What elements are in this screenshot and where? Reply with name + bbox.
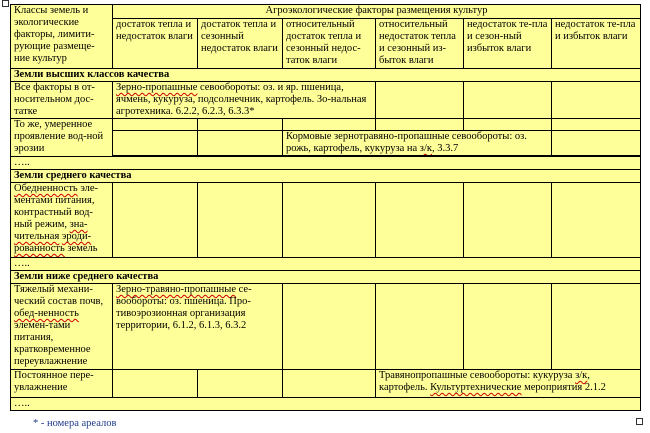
agro-factors-table xyxy=(10,4,641,411)
empty-cell xyxy=(552,131,641,156)
column-header-6: недостаток те-пла и избыток влаги xyxy=(552,19,641,69)
resize-handle-top-left[interactable] xyxy=(2,0,9,7)
label-text: Тяжелый механи-ческий состав почв, xyxy=(14,284,104,307)
label-text: элемен-тами питания, кратковременное переувлажнение xyxy=(14,320,91,367)
rotation-text: се-вообороты: оз. пшеница. Про-тивоэрозионная организация территории, 6.1.2, 6.1.3, 6.3.2 xyxy=(116,284,252,331)
section-title-low: Земли ниже среднего качества xyxy=(11,271,641,284)
rotation-text: , 3.3.7 xyxy=(431,143,459,154)
rotation-cell-low-grass xyxy=(376,370,641,398)
rotation-text: севообороты: оз. и яр. пшеница, ячмень, кукуруза, подсолнечник, картофель. Зо-нальная агротехника. 6.2.2, 6.2.3, 6.3.3* xyxy=(116,82,367,117)
empty-cell xyxy=(198,370,283,398)
header-corner-cell: Классы земель и экологические факторы, лимити-рующие размеще-ние культур xyxy=(11,5,113,69)
row-label-middle xyxy=(11,183,113,258)
empty-cell xyxy=(113,183,198,258)
rotation-text: мероприятия 2.1.2 xyxy=(521,382,606,393)
rotation-text: Травянопропашные севообороты: кукуруза xyxy=(379,370,576,381)
empty-cell xyxy=(376,183,464,258)
empty-cell xyxy=(283,183,376,258)
empty-cell xyxy=(198,119,283,131)
rotation-text: Кормовые зернотравяно-пропашные севообороты: оз. рожь, картофель, кукуруза на xyxy=(286,131,527,154)
empty-cell xyxy=(552,82,641,119)
rotation-cell-high-forage xyxy=(283,131,552,156)
section-title-middle: Земли среднего качества xyxy=(11,170,641,183)
empty-cell xyxy=(113,131,198,156)
empty-cell xyxy=(464,82,552,119)
spellcheck-word: з/к xyxy=(419,143,432,154)
spellcheck-word: Обедненность xyxy=(14,183,78,194)
empty-cell xyxy=(113,119,198,131)
spellcheck-word: Зерно-травяно-пропашные xyxy=(116,284,236,295)
row-label-high-all-factors: Все факторы в от-носительном дос-татке xyxy=(11,82,113,119)
empty-cell xyxy=(376,284,464,370)
column-header-2: достаток тепла и сезонный недостаток влаги xyxy=(198,19,283,69)
spellcheck-word: эроди-рованность xyxy=(14,231,92,254)
column-header-1: достаток тепла и недостаток влаги xyxy=(113,19,198,69)
empty-cell xyxy=(376,119,464,131)
empty-cell xyxy=(552,119,641,131)
empty-cell xyxy=(552,183,641,258)
ellipsis-row-middle: ….. xyxy=(11,258,641,271)
rotation-cell-high-grain xyxy=(113,82,376,119)
empty-cell xyxy=(283,370,376,398)
empty-cell xyxy=(552,284,641,370)
row-label-low-waterlogging: Постоянное пере-увлажнение xyxy=(11,370,113,398)
empty-cell xyxy=(464,284,552,370)
spellcheck-word: з/к xyxy=(575,370,588,381)
column-header-4: относительный недостаток тепла и сезонный из-быток влаги xyxy=(376,19,464,69)
empty-cell xyxy=(113,370,198,398)
spellcheck-word: Культуртехнические xyxy=(430,382,522,393)
label-text: эле-ментами питания, контрастный вод-ный режим, xyxy=(14,183,99,230)
ellipsis-row-high: ….. xyxy=(11,157,641,170)
label-text: земель xyxy=(64,243,98,254)
spellcheck-word: обед-ненность xyxy=(14,308,79,319)
empty-cell xyxy=(283,284,376,370)
spellcheck-word: Зерно-пропашные xyxy=(116,82,198,93)
column-header-3: относительный достаток тепла и сезонный недос-таток влаги xyxy=(283,19,376,69)
empty-cell xyxy=(464,119,552,131)
resize-handle-bottom-right[interactable] xyxy=(636,418,643,425)
rotation-text: , картофель. xyxy=(379,370,590,393)
column-header-5: недостаток те-пла и сезон-ный избыток влаги xyxy=(464,19,552,69)
section-title-high: Земли высших классов качества xyxy=(11,69,641,82)
ellipsis-row-low: ….. xyxy=(11,398,641,411)
empty-cell xyxy=(376,82,464,119)
row-label-low-heavy-soil xyxy=(11,284,113,370)
empty-cell xyxy=(283,119,376,131)
spellcheck-word: зна-чительная xyxy=(14,219,88,242)
header-factors-title: Агроэкологические факторы размещения культур xyxy=(113,5,641,19)
empty-cell xyxy=(198,131,283,156)
row-label-high-erosion: То же, умеренное проявление вод-ной эрозии xyxy=(11,119,113,157)
empty-cell xyxy=(464,183,552,258)
rotation-cell-low-grain xyxy=(113,284,283,370)
empty-cell xyxy=(198,183,283,258)
footnote: * - номера ареалов xyxy=(33,418,117,429)
